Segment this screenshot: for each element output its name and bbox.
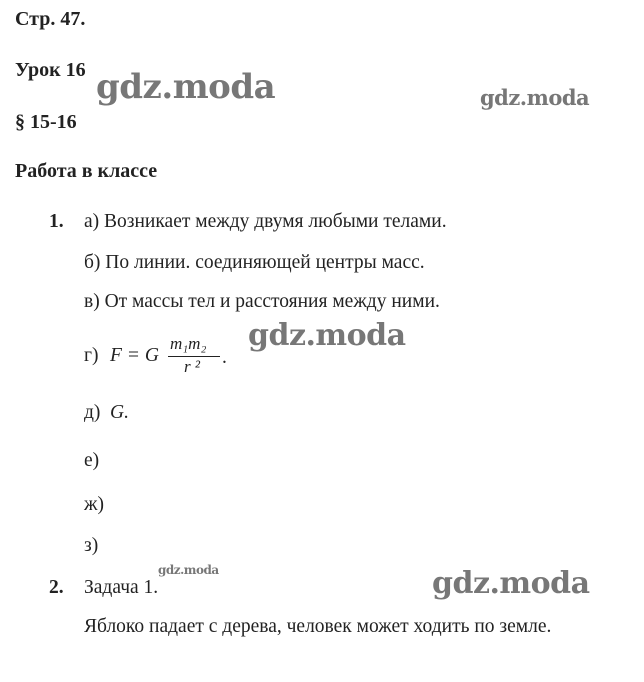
watermark-logo: gdz.moda — [248, 318, 406, 353]
answer-text: Яблоко падает с дерева, человек может ходить по земле. — [84, 616, 552, 637]
answer-b: б) По линии. соединяющей центры масс. — [84, 252, 425, 273]
formula-period: . — [222, 347, 227, 368]
task-label: Задача 1. — [84, 577, 159, 598]
item-number-2: 2. — [49, 577, 64, 598]
watermark-logo: gdz.moda — [480, 85, 590, 110]
formula-lhs: F = G — [110, 345, 159, 366]
answer-e: е) — [84, 450, 100, 471]
watermark-logo: gdz.moda — [432, 566, 590, 601]
formula-denominator: r ² — [184, 357, 200, 376]
answer-z: з) — [84, 535, 99, 556]
watermark-logo: gdz.moda — [158, 563, 219, 577]
paragraph-ref: § 15-16 — [15, 111, 77, 133]
page-number: Стр. 47. — [15, 8, 86, 30]
answer-d-value: G. — [110, 402, 129, 423]
formula-numerator: m₁m₂ — [170, 334, 207, 353]
answer-zh: ж) — [84, 494, 104, 515]
watermark-logo: gdz.moda — [96, 67, 276, 107]
answer-v: в) От массы тел и расстояния между ними. — [84, 291, 440, 312]
section-title: Работа в классе — [15, 160, 158, 182]
lesson-title: Урок 16 — [15, 59, 86, 81]
item-number-1: 1. — [49, 211, 64, 232]
answer-d-label: д) — [84, 402, 101, 423]
answer-g-label: г) — [84, 345, 99, 366]
answer-a: а) Возникает между двумя любыми телами. — [84, 211, 447, 232]
